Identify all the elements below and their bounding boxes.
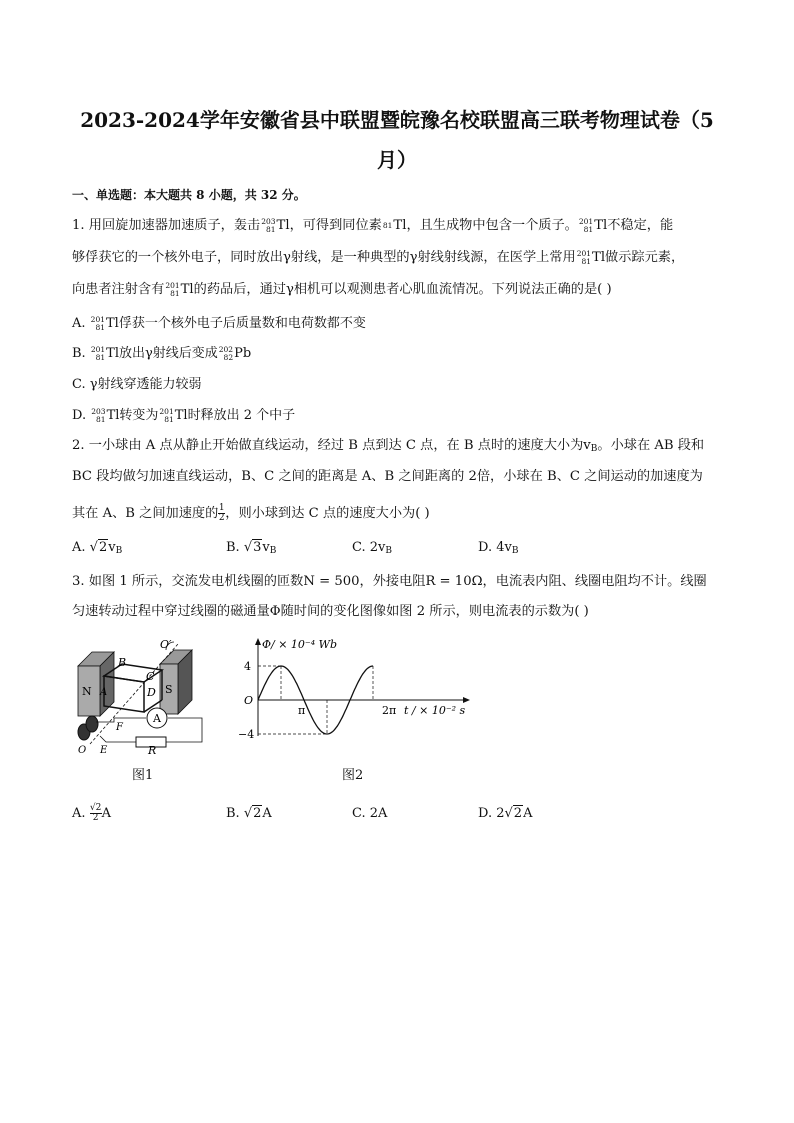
label-r: R (148, 744, 157, 756)
q1-text: 1. 用回旋加速器加速质子，轰击 (72, 218, 261, 233)
nuclide: 201 81 (165, 280, 180, 298)
title-line-1: 2023-2024学年安徽省县中联盟暨皖豫名校联盟高三联考物理试卷（5 (80, 108, 714, 132)
page-title (60, 100, 734, 180)
nuclide: 203 81 (261, 216, 276, 234)
fraction: $\frac{1}{2}$ (218, 503, 225, 523)
section-heading: 一、单选题：本大题共 8 小题，共 32 分。 (72, 188, 306, 202)
q1-text: 向患者注射含有 (72, 282, 165, 297)
nuclide-symbol: Tl做示踪元素， (592, 250, 685, 265)
q3-option-b[interactable]: B. √2A (226, 806, 272, 821)
q1-text: ，且生成物中包含一个质子。 (406, 218, 578, 233)
label-f: F (116, 722, 123, 733)
q1-line-1 (72, 216, 732, 236)
q2-option-d[interactable]: D. $4v_B$ (478, 540, 519, 556)
q2-option-c[interactable]: C. $2v_B$ (352, 540, 392, 556)
q1-line-3 (72, 280, 732, 300)
label-a: A (100, 687, 108, 698)
label-n: N (82, 685, 92, 698)
y-axis-label: Φ/ × 10⁻⁴ Wb (262, 638, 337, 651)
nuclide-symbol: Tl的药品后，通过γ相机可以观测患者心肌血流情况。下列说法正确的是( ) (180, 282, 612, 297)
q2-line-3: 其在 A、B 之间加速度的 $\frac{1}{2}$ ，则小球到达 C 点的速度大小为( ) (72, 503, 430, 523)
q1-line-2 (72, 248, 732, 268)
nuclide-symbol: Tl (393, 218, 407, 233)
q2-line-1: 2. 一小球由 A 点从静止开始做直线运动，经过 B 点到达 C 点，在 B 点时的速度大小为$v_B$。小球在 AB 段和 (72, 438, 705, 454)
label-c: C (146, 670, 155, 683)
tick-label: −4 (238, 728, 255, 741)
q2-line-2: BC 段均做匀加速直线运动，B、C 之间的距离是 A、B 之间距离的 2倍，小球在 B、C 之间运动的加速度为 (72, 469, 703, 484)
title-line-2: 月） (377, 148, 417, 172)
q1-option-d[interactable]: D. 203 81 Tl转变为 201 81 Tl时释放出 2 个中子 (72, 406, 296, 424)
q3-line-1: 3. 如图 1 所示，交流发电机线圈的匝数N = 500，外接电阻R = 10Ω，电流表内阻、线圈电阻均不计。线圈 (72, 574, 707, 589)
tick-label: 2π (382, 704, 397, 717)
label-e: E (100, 745, 108, 756)
nuclide: 201 81 (159, 406, 174, 424)
nuclide-symbol: Tl不稳定，能 (594, 218, 674, 233)
label-o: O (78, 745, 87, 756)
label-o-prime: O′ (160, 638, 172, 651)
slip-ring (86, 716, 98, 732)
q2-option-a[interactable]: A. $√2v_B$ (72, 540, 123, 556)
x-axis-label: t / × 10⁻² s (404, 704, 466, 717)
ammeter-label: A (153, 712, 161, 725)
q3-option-c[interactable]: C. 2A (352, 806, 388, 821)
flux-graph (236, 636, 506, 746)
q3-option-a[interactable]: A. $\frac{√2}{2}$ A (72, 803, 112, 823)
label-d: D (147, 686, 156, 699)
q1-option-a[interactable]: A. 201 81 Tl俘获一个核外电子后质量数和电荷数都不变 (72, 314, 366, 332)
nuclide: 202 82 (218, 344, 234, 362)
nuclide: 201 81 (578, 216, 594, 234)
q1-text: ，可得到同位素 (289, 218, 382, 233)
q3-line-2: 匀速转动过程中穿过线圈的磁通量Φ随时间的变化图像如图 2 所示，则电流表的示数为( ) (72, 604, 589, 619)
nuclide: 201 81 (90, 344, 106, 362)
label-b: B (118, 656, 127, 669)
nuclide: 201 81 (90, 314, 105, 332)
q2-option-b[interactable]: B. $√3v_B$ (226, 540, 277, 556)
fraction: $\frac{√2}{2}$ (89, 803, 102, 823)
figure-2-caption: 图2 (342, 768, 364, 783)
nuclide: 81 (382, 220, 393, 230)
nuclide: 201 81 (576, 248, 592, 266)
tick-label: 4 (244, 660, 251, 673)
q1-option-b[interactable]: B. 201 81 Tl放出γ射线后变成 202 82 Pb (72, 344, 252, 362)
q3-option-d[interactable]: D. 2√2A (478, 806, 533, 821)
nuclide-symbol: Tl (276, 218, 290, 233)
tick-label: π (298, 704, 306, 717)
nuclide: 203 81 (91, 406, 106, 424)
origin-label: O (244, 694, 254, 707)
q1-option-c[interactable]: C. γ射线穿透能力较弱 (72, 377, 202, 392)
generator-figure (70, 636, 220, 756)
q1-text: 够俘获它的一个核外电子，同时放出γ射线，是一种典型的γ射线射线源，在医学上常用 (72, 250, 576, 265)
figure-1-caption: 图1 (132, 768, 154, 783)
label-s: S (165, 683, 173, 696)
